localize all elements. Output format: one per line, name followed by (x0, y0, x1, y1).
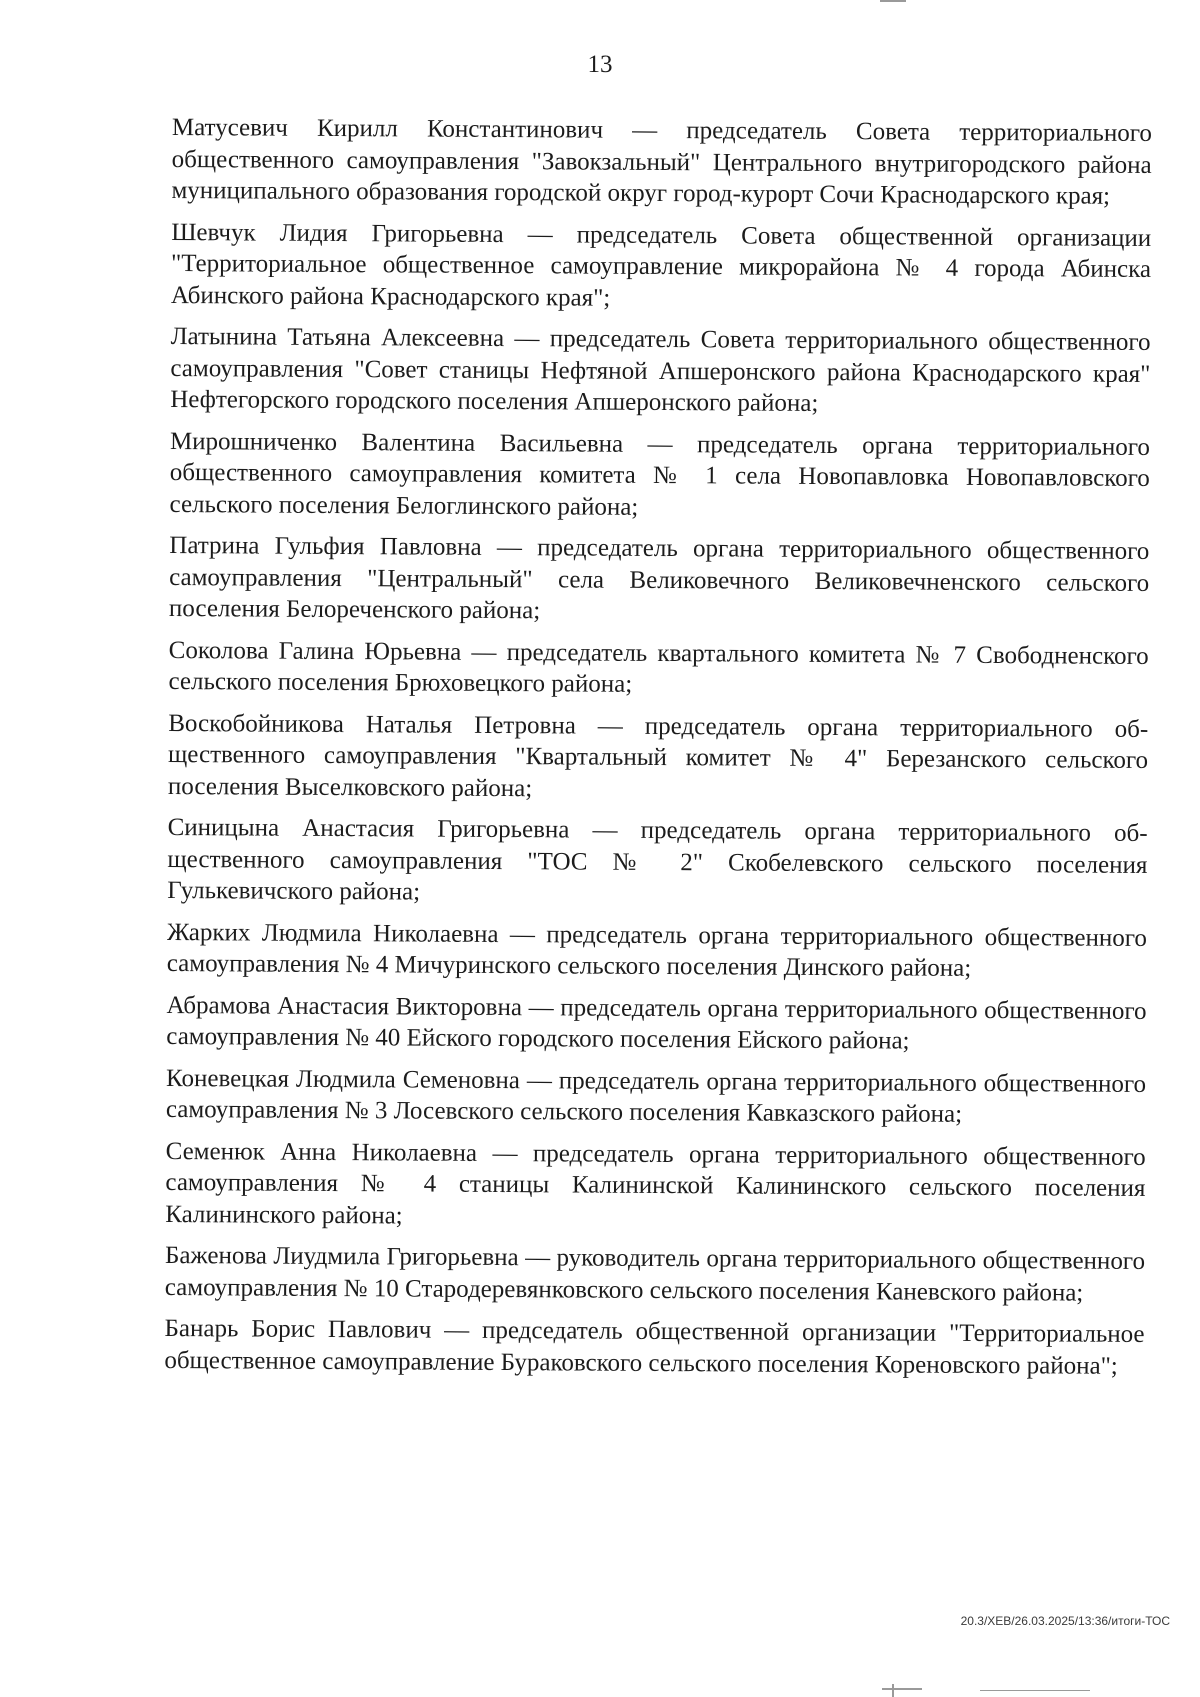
scan-mark (880, 0, 906, 2)
list-item: Мирошниченко Валентина Васильевна — председатель органа территориального общественного самоуправления комитета № 1 села Новопавловка Новопавловского сельского поселения Белоглинского района; (169, 427, 1151, 521)
scan-mark (882, 1688, 922, 1690)
list-item: Абрамова Анастасия Викторовна — председатель органа территориального общественного самоуправления № 40 Ейского городского поселения Ейского района; (166, 991, 1147, 1055)
list-item: Коневецкая Людмила Семеновна — председатель органа территориального общественного самоуправления № 3 Лосевского сельского поселения Кавказского района; (165, 1064, 1147, 1128)
scan-mark (980, 1690, 1090, 1691)
list-item: Шевчук Лидия Григорьевна — председатель Совета общественной организации "Территориальное общественное самоуправление микрорайона № 4 города Абинска Абинского района Краснодарского края"; (170, 218, 1152, 312)
list-item: Жарких Людмила Николаевна — председатель органа территориального общественного самоуправления № 4 Мичуринского сельского поселения Динского района; (166, 918, 1148, 982)
list-item: Воскобойникова Наталья Петровна — председатель органа территориального общественного самоуправления "Квартальный комитет № 4" Березанского сельского поселения Выселковского района; (167, 709, 1149, 802)
list-item: Матусевич Кирилл Константинович — председатель Совета территориального общественного самоуправления "Завокзальный" Центрального внутригородского района муниципального образования городской округ город-курорт Сочи Краснодарского края; (171, 113, 1152, 210)
list-item: Синицына Анастасия Григорьевна — председатель органа территориального общественного самоуправления "ТОС № 2" Скобелевского сельского поселения Гулькевичского района; (167, 813, 1148, 906)
list-item: Патрина Гульфия Павловна — председатель органа территориального общественного самоуправления "Центральный" села Великовечного Великовечненского сельского поселения Белореченского района; (168, 531, 1150, 625)
document-footer-code: 20.3/ХЕВ/26.03.2025/13:36/итоги-ТОС (960, 1614, 1170, 1628)
page-number: 13 (587, 51, 613, 78)
list-item: Латынина Татьяна Алексеевна — председатель Совета территориального общественного самоуправления "Совет станицы Нефтяной Апшеронского района Краснодарского края" Нефтегорского городского поселения Апшеронского района; (170, 322, 1151, 417)
scan-mark (892, 1684, 894, 1697)
list-item: Баженова Лиудмила Григорьевна — руководитель органа территориального общественного самоуправления № 10 Стародеревянковского сельского поселения Каневского района; (164, 1241, 1146, 1307)
list-item: Семенюк Анна Николаевна — председатель органа территориального общественного самоуправления № 4 станицы Калининской Калининского сельского поселения Калининского района; (165, 1137, 1146, 1229)
list-item: Соколова Галина Юрьевна — председатель квартального комитета № 7 Свободненского сельского поселения Брюховецкого района; (168, 636, 1149, 698)
members-list (164, 112, 1152, 1392)
list-item: Банарь Борис Павлович — председатель общественной организации "Территориальное общественное самоуправление Бураковского сельского поселения Кореновского района"; (164, 1314, 1145, 1380)
